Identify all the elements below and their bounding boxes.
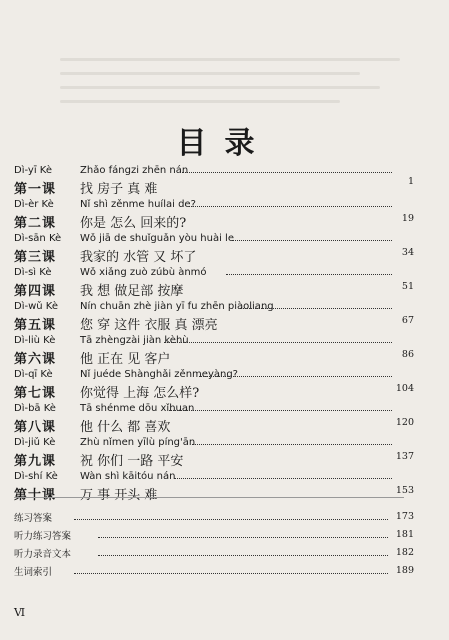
appendix-label: 听力录音文本 bbox=[14, 549, 72, 560]
toc-entry[interactable] bbox=[14, 335, 414, 369]
page-number: Ⅵ bbox=[14, 606, 26, 619]
bleed-through-line bbox=[60, 58, 400, 61]
toc-entry[interactable] bbox=[14, 165, 414, 199]
lesson-title: 您 穿 这件 衣服 真 漂亮 bbox=[80, 318, 218, 333]
lesson-title: 我 想 做足部 按摩 bbox=[80, 284, 184, 299]
bleed-through-line bbox=[60, 72, 360, 75]
toc-entry[interactable] bbox=[14, 403, 414, 437]
dot-leader bbox=[174, 478, 392, 479]
page-ref: 67 bbox=[401, 315, 414, 326]
pinyin-line bbox=[14, 403, 194, 414]
chinese-line bbox=[14, 382, 199, 401]
dot-leader bbox=[199, 376, 392, 377]
page-ref: 173 bbox=[395, 511, 414, 522]
dot-leader bbox=[240, 308, 392, 309]
pinyin-title: Tā shénme dōu xǐhuan bbox=[80, 403, 195, 414]
dot-leader bbox=[98, 537, 388, 538]
lesson-number: 第七课 bbox=[14, 386, 57, 401]
pinyin-title: Nǐ juéde Shànghǎi zěnmeyàng? bbox=[80, 369, 238, 380]
lesson-number: 第八课 bbox=[14, 420, 57, 435]
pinyin-title: Wàn shì kāitóu nán bbox=[80, 471, 176, 482]
lesson-title: 我家的 水管 又 坏了 bbox=[80, 250, 197, 265]
pinyin-lesson-number: Dì-liù Kè bbox=[14, 335, 56, 346]
pinyin-lesson-number: Dì-wǔ Kè bbox=[14, 301, 58, 312]
pinyin-lesson-number: Dì-shí Kè bbox=[14, 471, 58, 482]
page-ref: 189 bbox=[395, 565, 414, 576]
toc-entry[interactable] bbox=[14, 471, 414, 505]
page-title: 目录 bbox=[176, 126, 273, 161]
chinese-line bbox=[14, 484, 157, 503]
lesson-number: 第二课 bbox=[14, 216, 57, 231]
page-ref: 120 bbox=[395, 417, 414, 428]
lesson-number: 第十课 bbox=[14, 488, 57, 503]
page-ref: 104 bbox=[395, 383, 414, 394]
dot-leader bbox=[189, 206, 392, 207]
lesson-title: 祝 你们 一路 平安 bbox=[80, 454, 184, 469]
dot-leader bbox=[182, 172, 392, 173]
toc-entry[interactable] bbox=[14, 437, 414, 471]
lesson-title: 万 事 开头 难 bbox=[80, 488, 158, 503]
appendix-label: 生词索引 bbox=[14, 567, 53, 578]
pinyin-line bbox=[14, 267, 207, 278]
page-ref: 19 bbox=[401, 213, 414, 224]
pinyin-lesson-number: Dì-èr Kè bbox=[14, 199, 54, 210]
bleed-through-line bbox=[60, 100, 340, 103]
chinese-line bbox=[14, 246, 196, 265]
dot-leader bbox=[226, 274, 392, 275]
appendix-entry[interactable] bbox=[14, 564, 414, 578]
dot-leader bbox=[74, 573, 388, 574]
chinese-line bbox=[14, 280, 183, 299]
toc-entry[interactable] bbox=[14, 199, 414, 233]
pinyin-line bbox=[14, 165, 188, 176]
pinyin-title: Wǒ xiǎng zuò zúbù ànmó bbox=[80, 267, 207, 278]
page-ref: 34 bbox=[401, 247, 414, 258]
appendix-label: 练习答案 bbox=[14, 513, 53, 524]
lesson-number: 第三课 bbox=[14, 250, 57, 265]
pinyin-lesson-number: Dì-yī Kè bbox=[14, 165, 52, 176]
lesson-number: 第一课 bbox=[14, 182, 57, 197]
dot-leader bbox=[74, 519, 388, 520]
pinyin-line bbox=[14, 437, 195, 448]
dot-leader bbox=[164, 342, 392, 343]
chinese-line bbox=[14, 314, 218, 333]
pinyin-title: Zhù nǐmen yīlù píng'ān bbox=[80, 437, 196, 448]
dot-leader bbox=[169, 410, 392, 411]
lesson-number: 第五课 bbox=[14, 318, 57, 333]
pinyin-title: Tā zhèngzài jiàn kèhù bbox=[80, 335, 189, 346]
toc-entry[interactable] bbox=[14, 369, 414, 403]
chinese-line bbox=[14, 416, 170, 435]
pinyin-title: Wǒ jiā de shuǐguǎn yòu huài le bbox=[80, 233, 234, 244]
toc-entry[interactable] bbox=[14, 301, 414, 335]
pinyin-line bbox=[14, 369, 238, 380]
pinyin-lesson-number: Dì-sān Kè bbox=[14, 233, 62, 244]
page-ref: 182 bbox=[395, 547, 414, 558]
lesson-title: 你觉得 上海 怎么样? bbox=[80, 386, 200, 401]
toc-entry[interactable] bbox=[14, 267, 414, 301]
pinyin-lesson-number: Dì-bā Kè bbox=[14, 403, 56, 414]
pinyin-title: Nǐ shì zěnme huílai de? bbox=[80, 199, 196, 210]
pinyin-lesson-number: Dì-jiǔ Kè bbox=[14, 437, 56, 448]
chinese-line bbox=[14, 178, 157, 197]
pinyin-lesson-number: Dì-qī Kè bbox=[14, 369, 53, 380]
lesson-number: 第六课 bbox=[14, 352, 57, 367]
pinyin-lesson-number: Dì-sì Kè bbox=[14, 267, 52, 278]
toc-entry[interactable] bbox=[14, 233, 414, 267]
lesson-title: 他 正在 见 客户 bbox=[80, 352, 171, 367]
appendix-entry[interactable] bbox=[14, 546, 414, 560]
dot-leader bbox=[98, 555, 388, 556]
appendix-label: 听力练习答案 bbox=[14, 531, 72, 542]
lesson-number: 第九课 bbox=[14, 454, 57, 469]
page-ref: 1 bbox=[407, 176, 414, 187]
dot-leader bbox=[232, 240, 392, 241]
pinyin-title: Zhǎo fángzi zhēn nán bbox=[80, 165, 189, 176]
appendix-entry[interactable] bbox=[14, 528, 414, 542]
bleed-through-line bbox=[60, 86, 380, 89]
pinyin-line bbox=[14, 199, 196, 210]
page-ref: 181 bbox=[395, 529, 414, 540]
lesson-number: 第四课 bbox=[14, 284, 57, 299]
pinyin-line bbox=[14, 301, 274, 312]
dot-leader bbox=[192, 444, 392, 445]
chinese-line bbox=[14, 212, 186, 231]
page-ref: 86 bbox=[401, 349, 414, 360]
page-ref: 153 bbox=[395, 485, 414, 496]
lesson-title: 他 什么 都 喜欢 bbox=[80, 420, 171, 435]
pinyin-line bbox=[14, 471, 175, 482]
appendix-entry[interactable] bbox=[14, 510, 414, 524]
chinese-line bbox=[14, 450, 183, 469]
lesson-title: 找 房子 真 难 bbox=[80, 182, 158, 197]
chinese-line bbox=[14, 348, 170, 367]
page-ref: 137 bbox=[395, 451, 414, 462]
page-ref: 51 bbox=[401, 281, 414, 292]
pinyin-line bbox=[14, 233, 234, 244]
divider bbox=[14, 497, 404, 498]
pinyin-line bbox=[14, 335, 189, 346]
pinyin-title: Nín chuān zhè jiàn yī fu zhēn piàoliang bbox=[80, 301, 274, 312]
lesson-title: 你是 怎么 回来的? bbox=[80, 216, 187, 231]
